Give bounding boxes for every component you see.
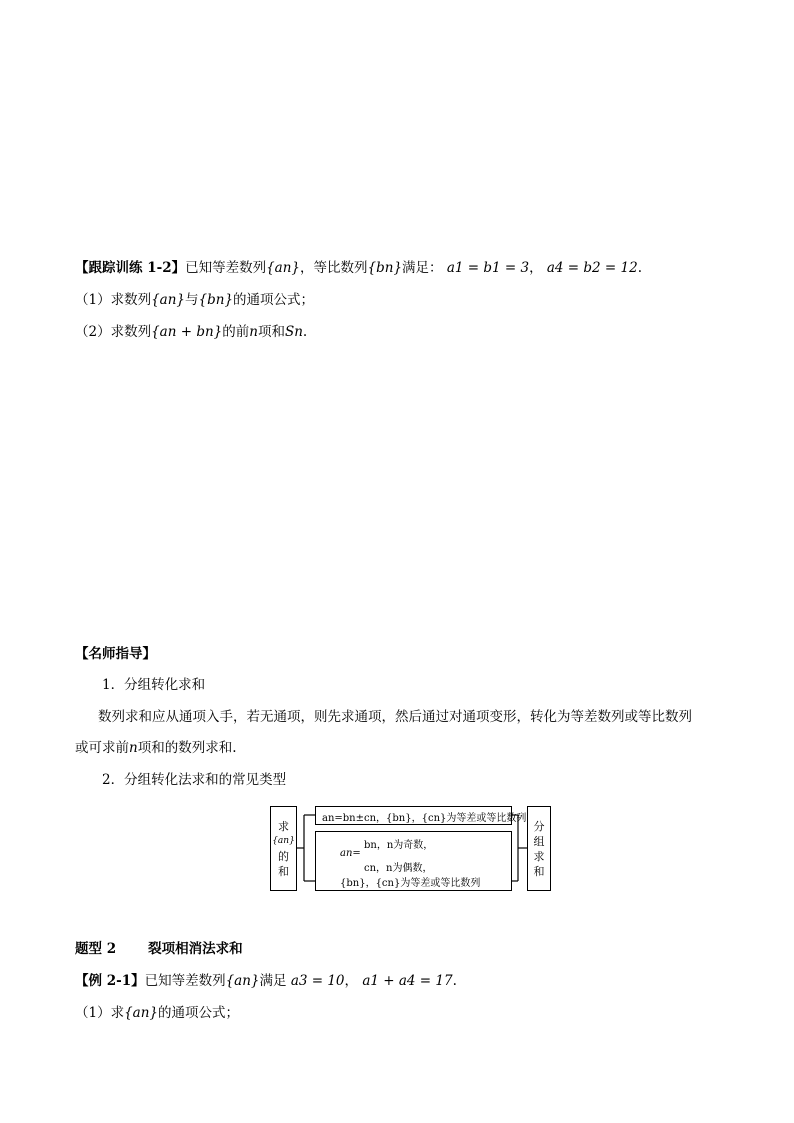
guide-item-1: 1．分组转化求和 — [102, 677, 206, 693]
comma: ， — [344, 973, 359, 989]
seq-b: {bn} — [198, 292, 234, 308]
var-n: n — [129, 740, 138, 756]
example-stem — [75, 972, 457, 990]
practice-stem-tail: 满足： — [402, 260, 443, 276]
seq-a: {an} — [225, 973, 260, 989]
piecewise-lhs: an= — [340, 848, 361, 859]
diagram-right-char: 和 — [533, 865, 545, 878]
piecewise-case-odd: bn，n为奇数， — [364, 840, 434, 851]
guide-paragraph-line-2 — [75, 739, 237, 757]
question-text: 的前 — [222, 324, 250, 340]
question-number: （1） — [75, 1005, 111, 1021]
type2-title: 裂项相消法求和 — [148, 941, 243, 957]
seq-a: {an} — [151, 292, 186, 308]
guide-paragraph-line-1: 数列求和应从通项入手，若无通项，则先求通项，然后通过对通项变形，转化为等差数列或等比数列 — [98, 709, 692, 725]
diagram-top-box — [315, 806, 527, 825]
period: . — [637, 260, 643, 276]
question-text: 与 — [185, 292, 199, 308]
question-text: 求 — [110, 1005, 125, 1021]
var-n: n — [249, 324, 258, 340]
question-text: 求数列 — [110, 292, 152, 308]
practice-label: 【跟踪训练 1-2】 — [75, 260, 186, 276]
condition-1: a3 = 10 — [290, 973, 345, 989]
question-number: （2） — [75, 324, 111, 340]
diagram-bottom-text: {bn}，{cn}为等差或等比数列 — [340, 878, 481, 889]
guide-heading: 【名师指导】 — [75, 646, 156, 662]
seq-a: {an} — [266, 260, 301, 276]
example-label: 【例 2-1】 — [75, 973, 145, 989]
diagram-left-box — [270, 806, 297, 891]
guide-item-2: 2．分组转化法求和的常见类型 — [102, 772, 287, 788]
practice-stem-prefix: 已知等差数列 — [185, 260, 267, 276]
question-text: 项和 — [257, 324, 285, 340]
diagram-right-char: 分 — [533, 820, 545, 833]
diagram-left-char: 求 — [278, 820, 289, 833]
question-text: 的通项公式； — [158, 1005, 240, 1021]
var-sn: Sn — [284, 324, 303, 340]
diagram-right-char: 求 — [533, 850, 545, 863]
seq-sum: {an + bn} — [151, 324, 223, 340]
question-text: 求数列 — [110, 324, 152, 340]
comma: ， — [529, 260, 543, 276]
type2-heading — [75, 940, 243, 958]
period: . — [302, 324, 308, 340]
practice-question-2 — [75, 323, 307, 341]
diagram-bottom-box — [315, 831, 512, 891]
diagram-left-char: 的 — [278, 850, 289, 863]
condition-1: a1 = b1 = 3 — [446, 260, 530, 276]
diagram-left-char: 和 — [278, 865, 289, 878]
diagram-right-char: 组 — [533, 835, 545, 848]
example-stem-mid: 满足 — [259, 973, 287, 989]
diagram-left-char: {an} — [272, 836, 295, 846]
condition-2: a1 + a4 = 17 — [362, 973, 453, 989]
type2-label: 题型 2 — [75, 941, 117, 957]
guide-text: 或可求前 — [75, 740, 129, 756]
period: . — [452, 973, 457, 989]
piecewise-case-even: cn，n为偶数， — [364, 863, 433, 874]
condition-2: a4 = b2 = 12 — [546, 260, 638, 276]
example-stem-prefix: 已知等差数列 — [144, 973, 226, 989]
practice-stem — [75, 259, 642, 277]
practice-question-1 — [75, 291, 314, 309]
diagram-top-text: an=bn±cn，{bn}，{cn}为等差或等比数列 — [322, 813, 527, 824]
seq-b: {bn} — [367, 260, 403, 276]
practice-stem-mid: ，等比数列 — [300, 260, 368, 276]
question-number: （1） — [75, 292, 111, 308]
example-question-1 — [75, 1004, 239, 1022]
diagram-right-box — [527, 806, 551, 891]
question-text: 的通项公式； — [233, 292, 315, 308]
seq-a: {an} — [124, 1005, 159, 1021]
guide-text: 项和的数列求和. — [137, 740, 237, 756]
